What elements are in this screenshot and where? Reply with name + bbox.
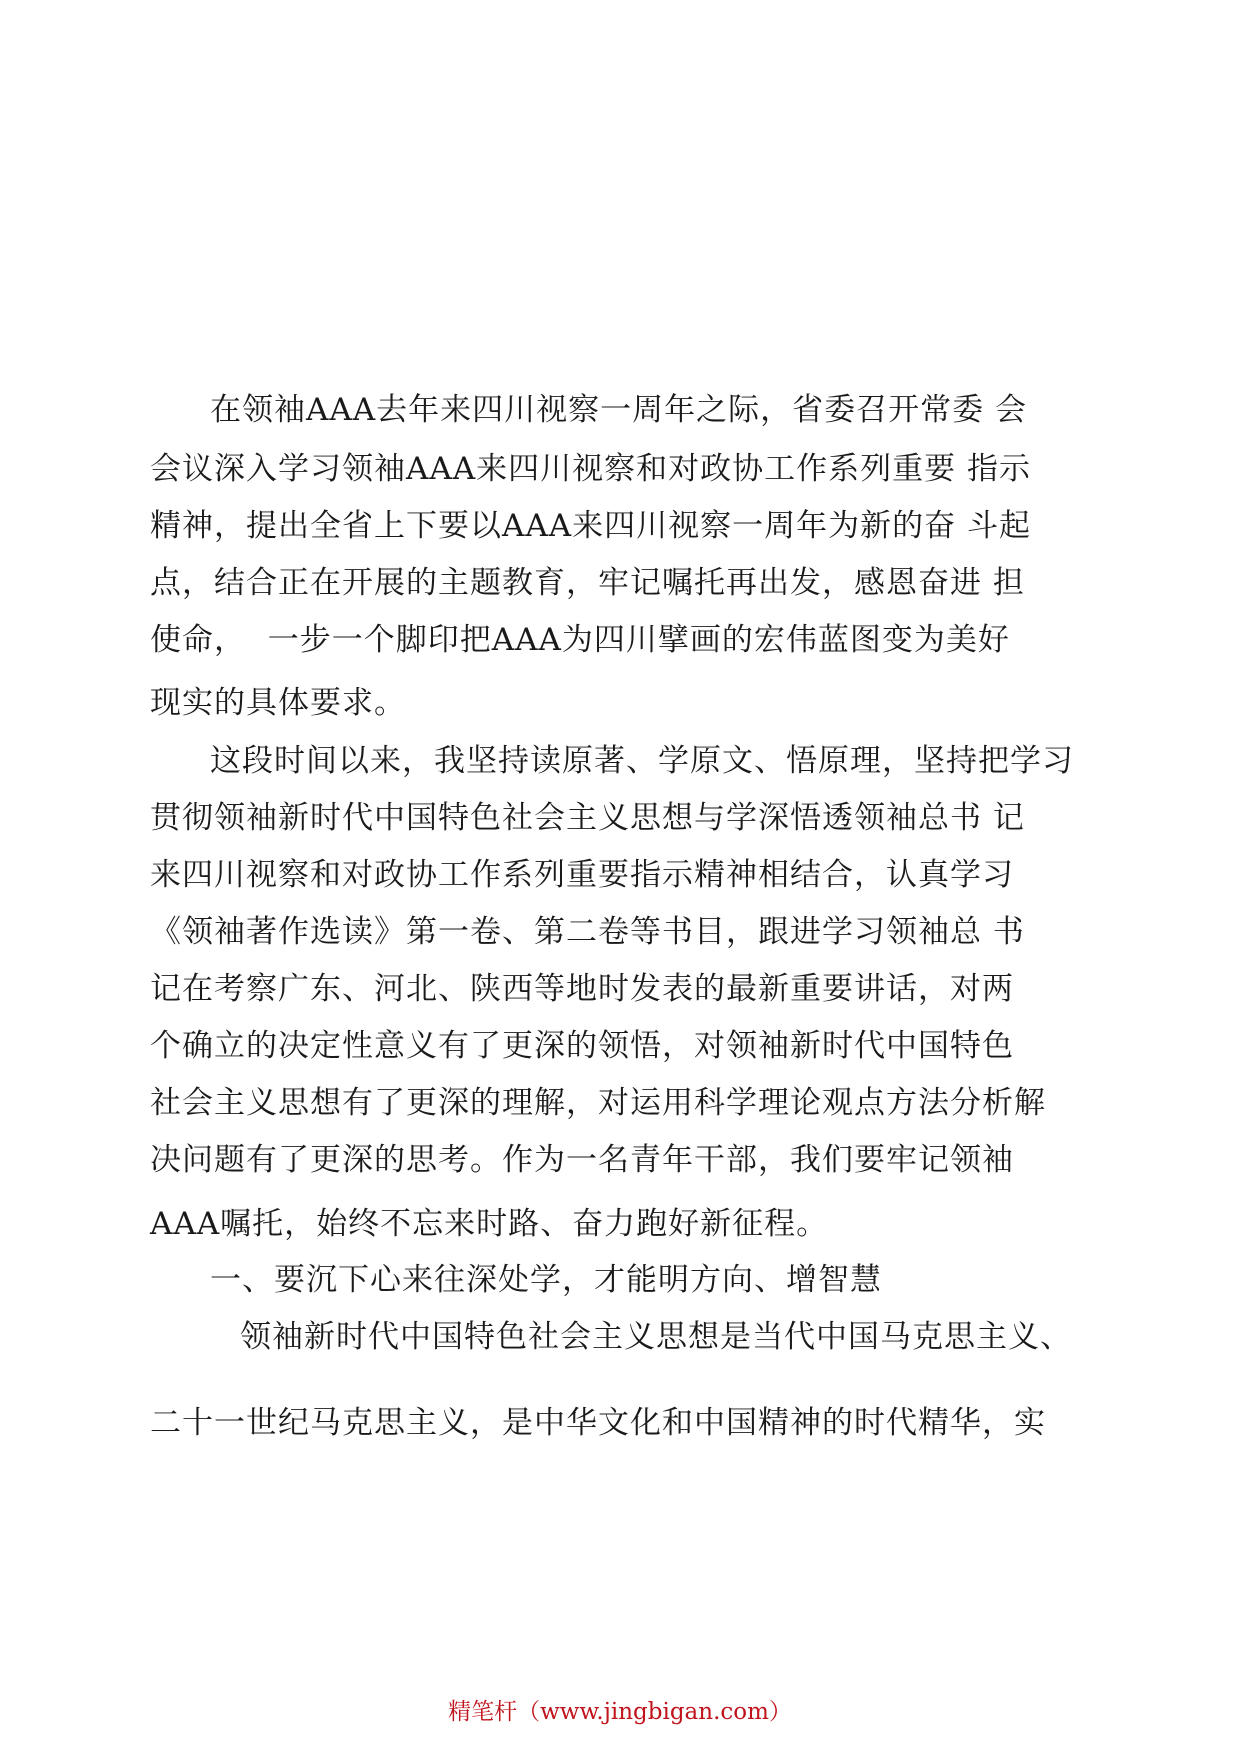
paragraph-2-line-3: 来四川视察和对政协工作系列重要指示精神相结合，认真学习 — [150, 857, 1014, 893]
paragraph-2-line-6: 个确立的决定性意义有了更深的领悟，对领袖新时代中国特色 — [150, 1028, 1014, 1064]
paragraph-2-line-5: 记在考察广东、河北、陕西等地时发表的最新重要讲话，对两 — [150, 971, 1014, 1007]
paragraph-3-line-2: 二十一世纪马克思主义，是中华文化和中国精神的时代精华，实 — [150, 1405, 1046, 1441]
paragraph-1-line-6: 现实的具体要求。 — [150, 685, 406, 721]
paragraph-2-line-7: 社会主义思想有了更深的理解，对运用科学理论观点方法分析解 — [150, 1085, 1046, 1121]
paragraph-2-line-4: 《领袖著作选读》第一卷、第二卷等书目，跟进学习领袖总 书 — [150, 914, 1025, 950]
paragraph-1-line-3: 精神，提出全省上下要以AAA来四川视察一周年为新的奋 斗起 — [150, 508, 1032, 544]
site-footer-watermark: 精笔杆（www.jingbigan.com） — [448, 1699, 792, 1725]
paragraph-2-line-1: 这段时间以来，我坚持读原著、学原文、悟原理，坚持把学习 — [210, 743, 1074, 779]
paragraph-3-line-1: 领袖新时代中国特色社会主义思想是当代中国马克思主义、 — [240, 1319, 1072, 1355]
section-heading: 一、要沉下心来往深处学，才能明方向、增智慧 — [210, 1262, 882, 1298]
paragraph-1-line-1: 在领袖AAA去年来四川视察一周年之际，省委召开常委 会 — [210, 392, 1028, 428]
paragraph-2-line-8: 决问题有了更深的思考。作为一名青年干部，我们要牢记领袖 — [150, 1142, 1014, 1178]
paragraph-2-line-2: 贯彻领袖新时代中国特色社会主义思想与学深悟透领袖总书 记 — [150, 800, 1025, 836]
paragraph-1-line-2: 会议深入学习领袖AAA来四川视察和对政协工作系列重要 指示 — [150, 451, 1032, 487]
paragraph-2-line-9: AAA嘱托，始终不忘来时路、奋力跑好新征程。 — [150, 1206, 829, 1242]
paragraph-1-line-5: 使命， 一步一个脚印把AAA为四川擘画的宏伟蓝图变为美好 — [150, 622, 1010, 658]
paragraph-1-line-4: 点，结合正在开展的主题教育，牢记嘱托再出发，感恩奋进 担 — [150, 565, 1025, 601]
